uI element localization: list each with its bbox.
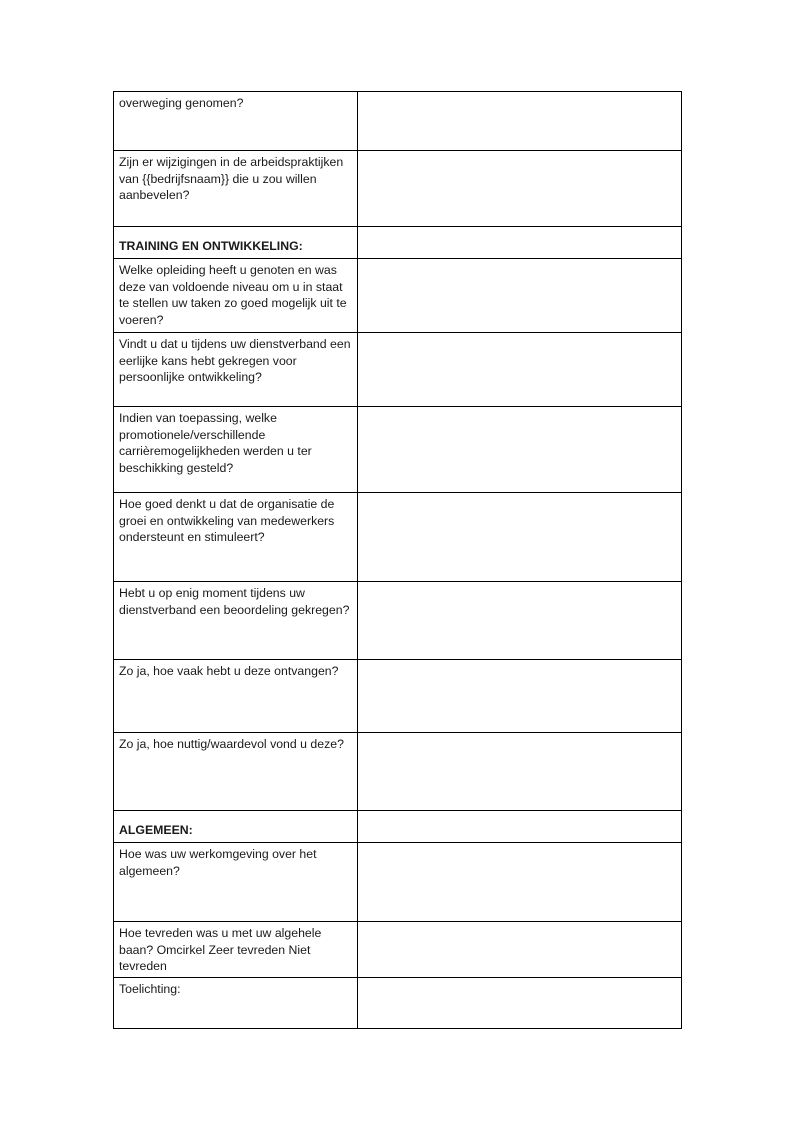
table-row [114, 660, 682, 733]
answer-cell[interactable] [358, 660, 682, 733]
answer-cell[interactable] [358, 582, 682, 660]
table-row [114, 493, 682, 582]
table-row [114, 843, 682, 922]
answer-cell[interactable] [358, 493, 682, 582]
answer-cell[interactable] [358, 843, 682, 922]
table-row [114, 977, 682, 1028]
section-header-text: ALGEMEEN: [119, 823, 193, 838]
answer-cell[interactable] [358, 922, 682, 978]
question-cell [114, 582, 358, 660]
question-cell [114, 92, 358, 151]
question-cell [114, 151, 358, 227]
table-row [114, 922, 682, 978]
question-cell [114, 660, 358, 733]
question-text: Toelichting: [119, 981, 181, 996]
answer-cell[interactable] [358, 407, 682, 493]
answer-cell[interactable] [358, 227, 682, 259]
question-cell [114, 922, 358, 978]
table-body [114, 92, 682, 1029]
question-text: Hoe tevreden was u met uw algehele baan? Omcirkel Zeer tevreden Niet tevreden [119, 926, 325, 974]
table-row [114, 733, 682, 811]
answer-cell[interactable] [358, 977, 682, 1028]
question-cell [114, 493, 358, 582]
question-text: Vindt u dat u tijdens uw dienstverband een eerlijke kans hebt gekregen voor persoonlijke ontwikkeling? [119, 337, 354, 385]
question-cell [114, 977, 358, 1028]
question-text: Hoe was uw werkomgeving over het algemeen? [119, 847, 320, 878]
question-text: Zijn er wijzigingen in de arbeidspraktijken van {{bedrijfsnaam}} die u zou willen aanbevelen? [119, 155, 347, 203]
question-cell [114, 733, 358, 811]
question-text: Hoe goed denkt u dat de organisatie de groei en ontwikkeling van medewerkers ondersteunt en stimuleert? [119, 497, 338, 545]
answer-cell[interactable] [358, 333, 682, 407]
answer-cell[interactable] [358, 92, 682, 151]
section-header-cell [114, 811, 358, 843]
question-cell [114, 259, 358, 333]
table-row [114, 259, 682, 333]
section-header-cell [114, 227, 358, 259]
section-header-text: TRAINING EN ONTWIKKELING: [119, 239, 303, 254]
section-header-row-training [114, 227, 682, 259]
section-header-row-algemeen [114, 811, 682, 843]
question-text: Zo ja, hoe nuttig/waardevol vond u deze? [119, 737, 344, 751]
question-cell [114, 333, 358, 407]
exit-interview-questionnaire-table [113, 91, 682, 1029]
answer-cell[interactable] [358, 733, 682, 811]
question-text: Zo ja, hoe vaak hebt u deze ontvangen? [119, 664, 339, 678]
question-text: Hebt u op enig moment tijdens uw dienstverband een beoordeling gekregen? [119, 586, 350, 617]
question-text: Indien van toepassing, welke promotionele/verschillende carrièremogelijkheden werden u ter beschikking gesteld? [119, 411, 316, 475]
question-text: Welke opleiding heeft u genoten en was deze van voldoende niveau om u in staat te stellen uw taken zo goed mogelijk uit te voeren? [119, 263, 351, 327]
answer-cell[interactable] [358, 259, 682, 333]
table-row [114, 333, 682, 407]
table-row [114, 407, 682, 493]
answer-cell[interactable] [358, 151, 682, 227]
question-text: overweging genomen? [119, 96, 244, 110]
question-cell [114, 407, 358, 493]
table-row [114, 582, 682, 660]
answer-cell[interactable] [358, 811, 682, 843]
table-row [114, 151, 682, 227]
table-row [114, 92, 682, 151]
question-cell [114, 843, 358, 922]
